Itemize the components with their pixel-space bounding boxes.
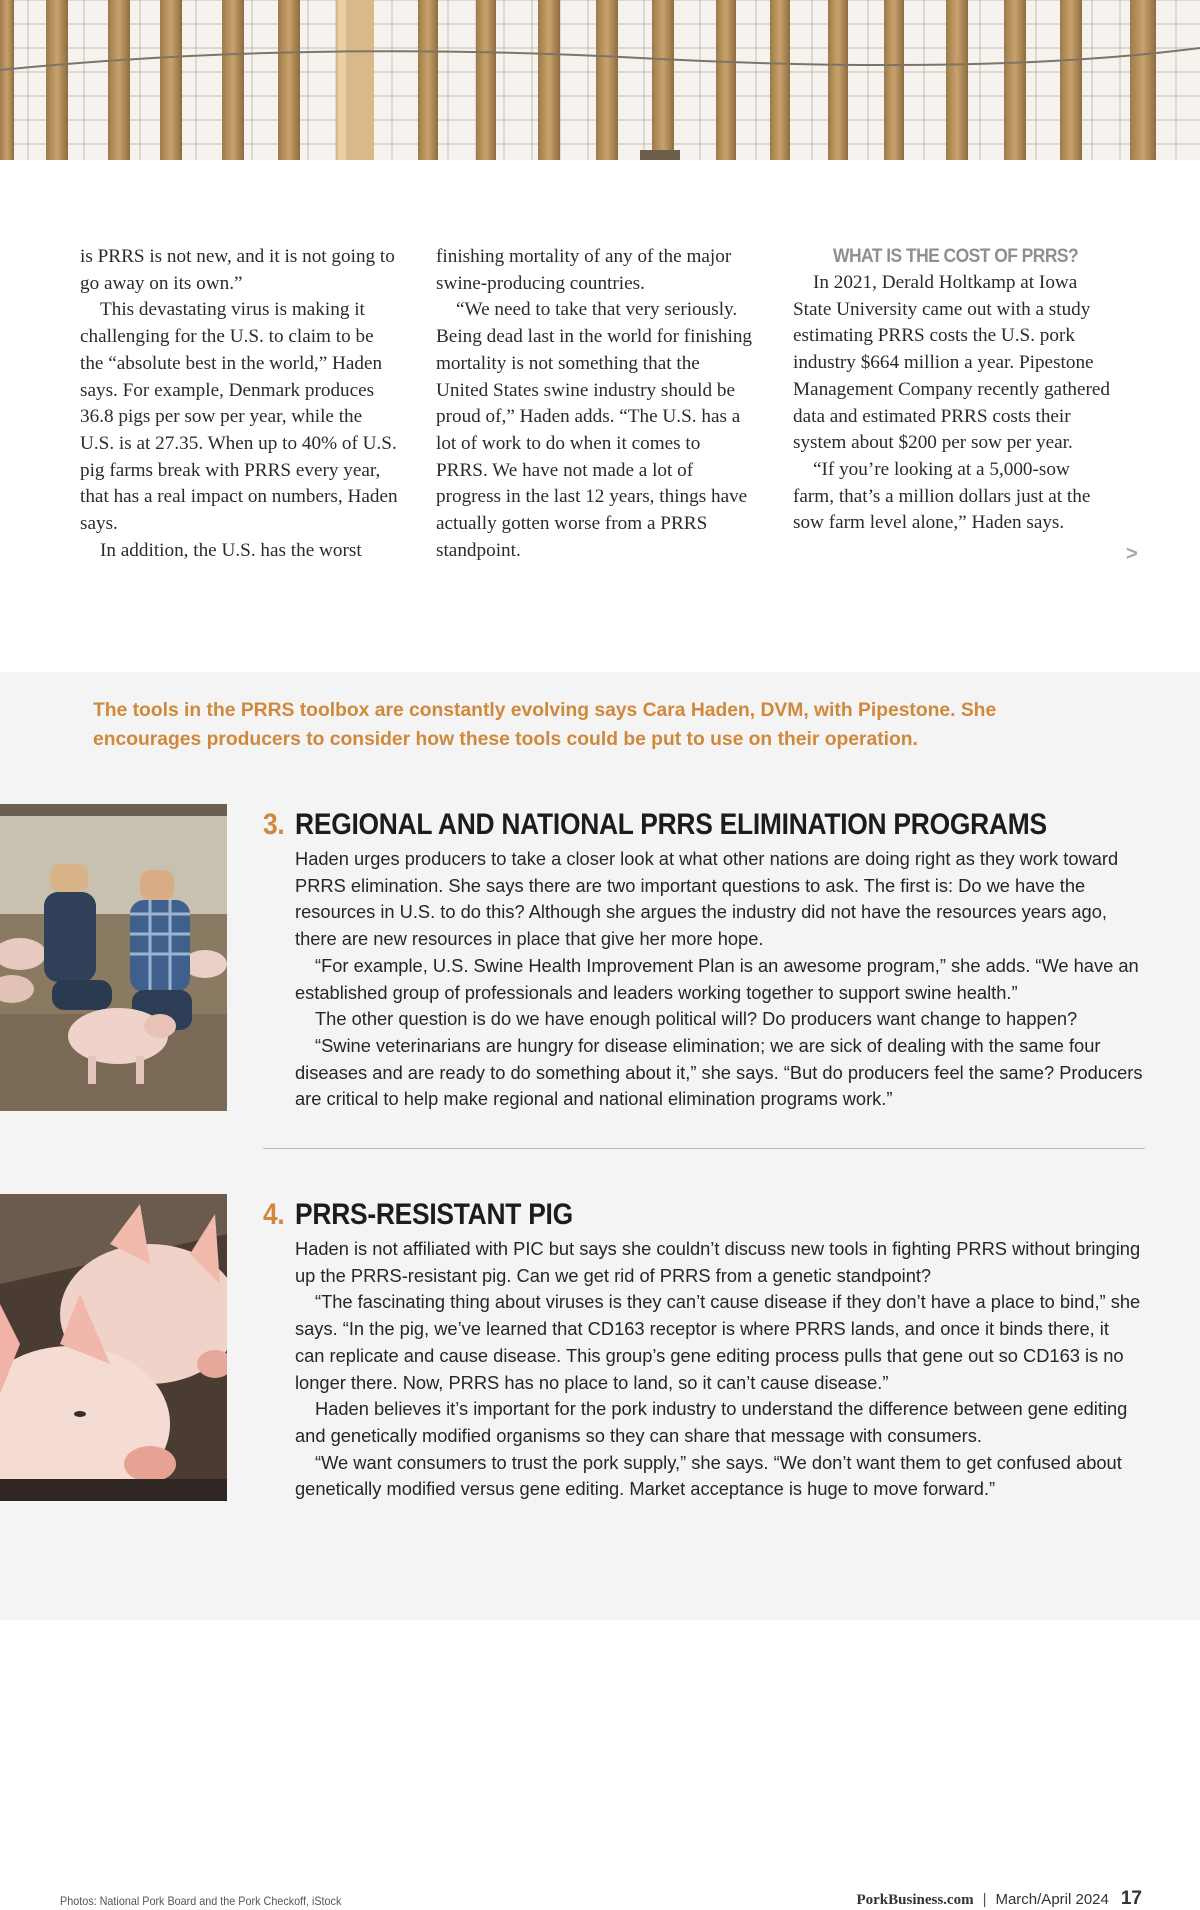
article-column-2 — [436, 244, 756, 564]
site-name: PorkBusiness.com — [856, 1892, 974, 1908]
article-column-1 — [80, 244, 400, 564]
tool-paragraph: “For example, U.S. Swine Health Improvement Plan is an awesome program,” she adds. “We have an established group of professionals and leaders working together to support swine health.” — [295, 954, 1139, 1003]
page-footer — [856, 1888, 1142, 1910]
tool-paragraph: Haden believes it’s important for the pork industry to understand the difference between gene editing and genetically modified organisms so they can share that message with consumers. — [295, 1398, 1128, 1446]
tool-paragraph: Haden urges producers to take a closer look at what other nations are doing right as they work toward PRRS elimination. She says there are two important questions to ask. The first is: Do we have the resources in U.S. to do this? Although she argues the industry did not have the resources years ago, there are new resources in place that give her more hope. — [295, 848, 1119, 950]
continue-arrow-icon: > — [1126, 543, 1138, 565]
tool-heading — [263, 1196, 1037, 1234]
article-paragraph: This devastating virus is making it challenging for the U.S. to claim to be the “absolute best in the world,” Haden says. For example, Denmark produces 36.8 pigs per sow per year, while the U.S. is at 27.35. When up to 40% of U.S. pig farms break with PRRS every year, that has a real impact on numbers, Haden says. — [80, 299, 398, 535]
barn-interior-photo — [0, 0, 1200, 160]
tool-body — [295, 1236, 1143, 1503]
page-number: 17 — [1120, 1888, 1142, 1909]
toolbox-item-4 — [263, 1196, 1143, 1503]
article-paragraph: In addition, the U.S. has the worst — [100, 539, 362, 561]
tool-paragraph: “We want consumers to trust the pork supply,” she says. “We don’t want them to get confused about genetically modified versus gene editing. Market acceptance is huge to move forward.” — [295, 1451, 1122, 1500]
article-paragraph: “If you’re looking at a 5,000-sow farm, that’s a million dollars just at the sow farm level alone,” Haden says. — [793, 458, 1091, 534]
prrs-toolbox-panel — [0, 672, 1200, 1909]
toolbox-intro: The tools in the PRRS toolbox are constantly evolving says Cara Haden, DVM, with Pipestone. She encourages producers to consider how these tools could be put to use on their operation. — [93, 700, 997, 750]
tool-paragraph: The other question is do we have enough political will? Do producers want change to happen? — [315, 1008, 1078, 1030]
tool-paragraph: “The fascinating thing about viruses is they can’t cause disease if they don’t have a place to bind,” she says. “In the pig, we’ve learned that CD163 receptor is where PRRS lands, and once it binds there, it can replicate and cause disease. This group’s gene editing process pulls that gene out so CD163 is no longer there. Now, PRRS has no place to land, so it can’t cause disease.” — [295, 1291, 1141, 1393]
tool-title: PRRS-RESISTANT PIG — [295, 1198, 573, 1231]
tool-number: 4. — [263, 1198, 285, 1231]
article-paragraph: In 2021, Derald Holtkamp at Iowa State University came out with a study estimating PRRS costs the U.S. pork industry $664 million a year. Pipestone Management Company recently gathered data and estimated PRRS costs their system about $200 per sow per year. — [793, 272, 1111, 454]
tool-number: 3. — [263, 808, 285, 841]
footer-separator: | — [982, 1891, 987, 1908]
tool-body — [295, 846, 1143, 1113]
tool-heading — [263, 806, 1047, 844]
article-column-3 — [793, 244, 1113, 537]
tool-title: REGIONAL AND NATIONAL PRRS ELIMINATION PROGRAMS — [295, 808, 1047, 841]
tool-paragraph: Haden is not affiliated with PIC but says she couldn’t discuss new tools in fighting PRRS without bringing up the PRRS-resistant pig. Can we get rid of PRRS from a genetic standpoint? — [295, 1238, 1141, 1286]
photo-credit: Photos: National Pork Board and the Pork Checkoff, iStock — [60, 1894, 342, 1908]
cost-sidebar-heading: WHAT IS THE COST OF PRRS? — [833, 246, 1079, 267]
toolbox-item-3 — [263, 806, 1143, 1113]
piglets-photo — [0, 1194, 227, 1501]
veterinarians-with-pigs-photo — [0, 804, 227, 1111]
tool-paragraph: “Swine veterinarians are hungry for disease elimination; we are sick of dealing with the same four diseases and are ready to do something about it,” she says. “But do producers feel the same? Producers are critical to help make regional and national elimination programs work.” — [295, 1034, 1143, 1110]
article-paragraph: finishing mortality of any of the major swine-producing countries. — [436, 246, 732, 294]
issue-date: March/April 2024 — [995, 1891, 1109, 1908]
section-divider — [263, 1148, 1145, 1149]
article-paragraph: is PRRS is not new, and it is not going to go away on its own.” — [80, 246, 395, 294]
article-paragraph: “We need to take that very seriously. Being dead last in the world for finishing mortality is not something that the United States swine industry should be proud of,” Haden adds. “The U.S. has a lot of work to do when it comes to PRRS. We have not made a lot of progress in the last 12 years, things have actually gotten worse from a PRRS standpoint. — [436, 299, 753, 561]
